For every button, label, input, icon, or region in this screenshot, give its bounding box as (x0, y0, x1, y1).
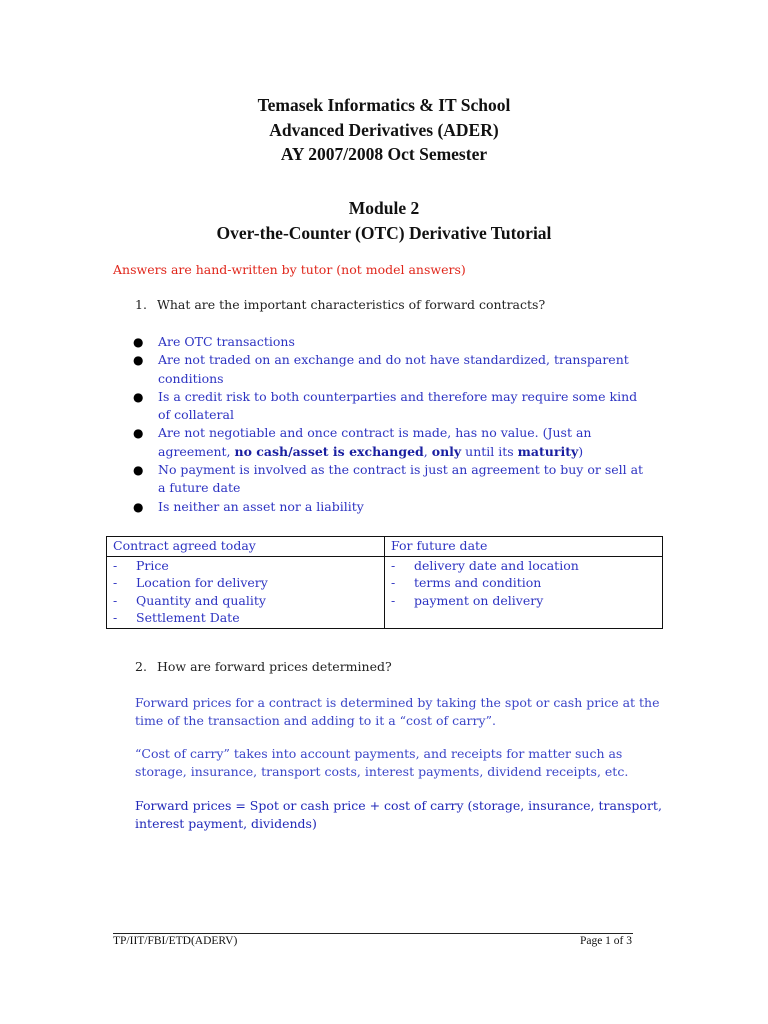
list-item: ● Is a credit risk to both counterparties and therefore may require some kind of collateral (133, 388, 638, 423)
question-2 (135, 659, 392, 674)
table-header-cell: For future date (385, 537, 663, 557)
list-item: - delivery date and location (391, 557, 579, 573)
tutor-note: Answers are hand-written by tutor (not model answers) (113, 262, 466, 277)
list-item: ● Are not negotiable and once contract is made, has no value. (Just an agreement, no cash/asset is exchanged, only until its maturity) (133, 425, 592, 459)
bold-phrase: no cash/asset is exchanged (234, 443, 424, 459)
tutorial-title: Over-the-Counter (OTC) Derivative Tutorial (216, 222, 552, 243)
contract-table (106, 536, 663, 629)
bold-phrase: only (431, 443, 462, 459)
list-item: - Price (113, 557, 169, 573)
formula-paragraph: Forward prices = Spot or cash price + cost of carry (storage, insurance, transport, interest payment, dividends) (135, 798, 662, 831)
question-number: 2. (135, 659, 147, 674)
bold-phrase: maturity (517, 443, 579, 459)
table-cell (385, 556, 663, 628)
module-title: Module 2 (348, 198, 420, 218)
question-text: How are forward prices determined? (157, 659, 392, 674)
course-title: Advanced Derivatives (ADER) (269, 119, 499, 140)
answer-paragraph: “Cost of carry” takes into account payments, and receipts for matter such as storage, insurance, transport costs, interest payments, dividend receipts, etc. (135, 746, 629, 779)
list-item: - payment on delivery (391, 592, 544, 608)
bullet-icon: ● (133, 353, 144, 368)
answer-paragraph: Forward prices for a contract is determined by taking the spot or cash price at the time of the transaction and adding to it a “cost of carry”. (135, 695, 660, 728)
school-name: Temasek Informatics & IT School (257, 95, 511, 115)
module-header (0, 196, 768, 245)
footer-divider (113, 933, 633, 934)
list-item: ● Are not traded on an exchange and do not have standardized, transparent conditions (133, 352, 629, 386)
bullet-icon: ● (133, 426, 144, 441)
page-number: Page 1 of 3 (579, 935, 632, 947)
answer-bullet-list (131, 333, 651, 516)
list-item: ● No payment is involved as the contract is just an agreement to buy or sell at a future date (133, 462, 644, 496)
table-cell (107, 556, 385, 628)
bullet-icon: ● (133, 335, 144, 349)
list-item: ● Are OTC transactions (131, 333, 651, 351)
question-1 (135, 297, 545, 312)
list-item: - Settlement Date (113, 610, 240, 625)
list-item: - Location for delivery (113, 575, 268, 590)
list-item: ● Is neither an asset nor a liability (131, 498, 651, 516)
footer-doc-code: TP/IIT/FBI/ETD(ADERV) (113, 935, 238, 947)
document-header (0, 93, 768, 167)
table-header-cell: Contract agreed today (107, 537, 385, 557)
list-item: - Quantity and quality (113, 592, 266, 608)
question-text: What are the important characteristics of forward contracts? (157, 297, 546, 312)
semester: AY 2007/2008 Oct Semester (280, 144, 488, 164)
bullet-icon: ● (133, 463, 144, 478)
bullet-icon: ● (133, 389, 144, 404)
bullet-icon: ● (133, 499, 144, 514)
table-header-row (107, 537, 663, 557)
list-item: - terms and condition (391, 575, 542, 590)
table-row (107, 556, 663, 628)
question-number: 1. (135, 297, 147, 312)
